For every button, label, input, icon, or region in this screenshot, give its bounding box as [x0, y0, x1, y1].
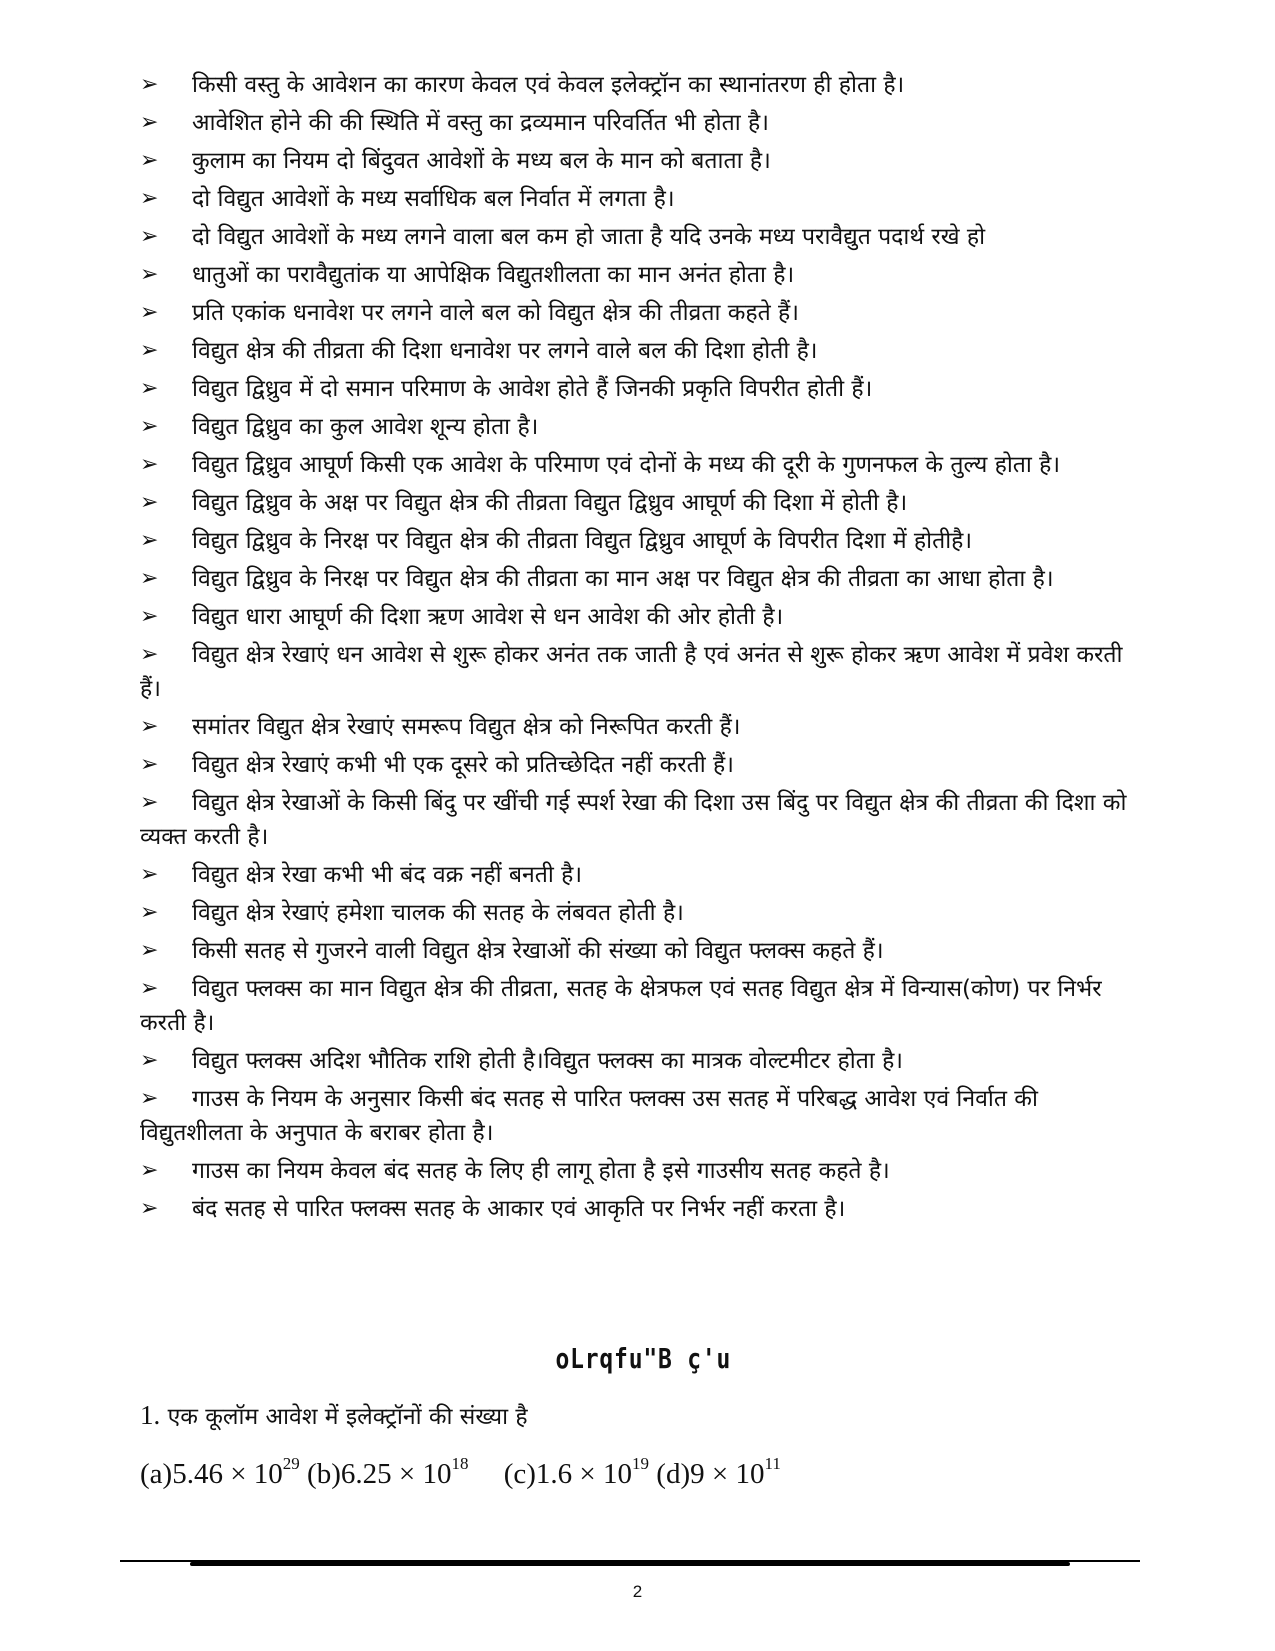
arrowhead-bullet-icon: ➢	[140, 300, 159, 325]
option-label: (b)	[307, 1458, 341, 1490]
arrowhead-bullet-icon: ➢	[140, 414, 159, 439]
arrowhead-bullet-icon: ➢	[140, 490, 159, 515]
question-number: 1.	[140, 1400, 161, 1430]
list-item: ➢ गाउस के नियम के अनुसार किसी बंद सतह से पारित फ्लक्स उस सतह में परिबद्ध आवेश एवं निर्वात की विद्युतशीलता के अनुपात के बराबर होता है।	[140, 1082, 1140, 1150]
arrowhead-bullet-icon: ➢	[140, 714, 159, 739]
list-item: ➢ विद्युत द्विध्रुव में दो समान परिमाण के आवेश होते हैं जिनकी प्रकृति विपरीत होती हैं।	[140, 372, 1140, 406]
arrowhead-bullet-icon: ➢	[140, 566, 159, 591]
footer-rule-thick	[190, 1562, 1070, 1566]
arrowhead-bullet-icon: ➢	[140, 224, 159, 249]
list-item: ➢ प्रति एकांक धनावेश पर लगने वाले बल को विद्युत क्षेत्र की तीव्रता कहते हैं।	[140, 296, 1140, 330]
list-item: ➢ गाउस का नियम केवल बंद सतह के लिए ही लागू होता है इसे गाउसीय सतह कहते है।	[140, 1154, 1140, 1188]
option-value: 9 × 10	[690, 1458, 765, 1490]
list-item: ➢ विद्युत क्षेत्र की तीव्रता की दिशा धनावेश पर लगने वाले बल की दिशा होती है।	[140, 334, 1140, 368]
arrowhead-bullet-icon: ➢	[140, 186, 159, 211]
list-item: ➢ समांतर विद्युत क्षेत्र रेखाएं समरूप विद्युत क्षेत्र को निरूपित करती हैं।	[140, 710, 1140, 744]
list-item: ➢ आवेशित होने की की स्थिति में वस्तु का द्रव्यमान परिवर्तित भी होता है।	[140, 106, 1140, 140]
option-label: (a)	[140, 1458, 173, 1490]
list-item: ➢ विद्युत धारा आघूर्ण की दिशा ऋण आवेश से धन आवेश की ओर होती है।	[140, 600, 1140, 634]
list-item: ➢ धातुओं का परावैद्युतांक या आपेक्षिक विद्युतशीलता का मान अनंत होता है।	[140, 258, 1140, 292]
list-item: ➢ विद्युत फ्लक्स अदिश भौतिक राशि होती है।विद्युत फ्लक्स का मात्रक वोल्टमीटर होता है।	[140, 1044, 1140, 1078]
list-item: ➢ विद्युत क्षेत्र रेखाओं के किसी बिंदु पर खींची गई स्पर्श रेखा की दिशा उस बिंदु पर विद्युत क्षेत्र की तीव्रता की दिशा को व्यक्त करती है।	[140, 786, 1140, 854]
option-value: 5.46 × 10	[172, 1458, 283, 1490]
question-1	[140, 1398, 528, 1434]
list-item: ➢ विद्युत क्षेत्र रेखाएं धन आवेश से शुरू होकर अनंत तक जाती है एवं अनंत से शुरू होकर ऋण आवेश में प्रवेश करती हैं।	[140, 638, 1140, 706]
list-item: ➢ किसी सतह से गुजरने वाली विद्युत क्षेत्र रेखाओं की संख्या को विद्युत फ्लक्स कहते हैं।	[140, 934, 1140, 968]
list-item: ➢ बंद सतह से पारित फ्लक्स सतह के आकार एवं आकृति पर निर्भर नहीं करता है।	[140, 1192, 1140, 1226]
arrowhead-bullet-icon: ➢	[140, 528, 159, 553]
list-item: ➢ विद्युत द्विध्रुव के अक्ष पर विद्युत क्षेत्र की तीव्रता विद्युत द्विध्रुव आघूर्ण की दिशा में होती है।	[140, 486, 1140, 520]
section-heading: oLrqfu"B ç'u	[555, 1342, 732, 1375]
arrowhead-bullet-icon: ➢	[140, 338, 159, 363]
option-label: (d)	[656, 1458, 691, 1490]
option-exponent: 18	[451, 1454, 469, 1473]
arrowhead-bullet-icon: ➢	[140, 1158, 159, 1183]
arrowhead-bullet-icon: ➢	[140, 262, 159, 287]
arrowhead-bullet-icon: ➢	[140, 148, 159, 173]
arrowhead-bullet-icon: ➢	[140, 452, 159, 477]
list-item: ➢ विद्युत द्विध्रुव के निरक्ष पर विद्युत क्षेत्र की तीव्रता विद्युत द्विध्रुव आघूर्ण के विपरीत दिशा में होतीहै।	[140, 524, 1140, 558]
arrowhead-bullet-icon: ➢	[140, 376, 159, 401]
arrowhead-bullet-icon: ➢	[140, 72, 159, 97]
option-exponent: 29	[282, 1454, 300, 1473]
option-label: (c)	[503, 1458, 536, 1490]
arrowhead-bullet-icon: ➢	[140, 604, 159, 629]
bullet-list	[140, 68, 1140, 1230]
option-exponent: 19	[632, 1454, 650, 1473]
list-item: ➢ विद्युत फ्लक्स का मान विद्युत क्षेत्र की तीव्रता, सतह के क्षेत्रफल एवं सतह विद्युत क्षेत्र में विन्यास(कोण) पर निर्भर करती है।	[140, 972, 1140, 1040]
arrowhead-bullet-icon: ➢	[140, 642, 159, 667]
arrowhead-bullet-icon: ➢	[140, 1196, 159, 1221]
arrowhead-bullet-icon: ➢	[140, 976, 159, 1001]
page-number: 2	[632, 1582, 643, 1601]
list-item: ➢ दो विद्युत आवेशों के मध्य लगने वाला बल कम हो जाता है यदि उनके मध्य परावैद्युत पदार्थ रखे हो	[140, 220, 1140, 254]
list-item: ➢ कुलाम का नियम दो बिंदुवत आवेशों के मध्य बल के मान को बताता है।	[140, 144, 1140, 178]
arrowhead-bullet-icon: ➢	[140, 862, 159, 887]
list-item: ➢ विद्युत द्विध्रुव आघूर्ण किसी एक आवेश के परिमाण एवं दोनों के मध्य की दूरी के गुणनफल के तुल्य होता है।	[140, 448, 1140, 482]
option-exponent: 11	[764, 1454, 781, 1473]
list-item: ➢ विद्युत द्विध्रुव का कुल आवेश शून्य होता है।	[140, 410, 1140, 444]
question-text: एक कूलॉम आवेश में इलेक्ट्रॉनों की संख्या है	[167, 1404, 528, 1430]
arrowhead-bullet-icon: ➢	[140, 1048, 159, 1073]
option-b	[307, 1454, 469, 1490]
list-item: ➢ दो विद्युत आवेशों के मध्य सर्वाधिक बल निर्वात में लगता है।	[140, 182, 1140, 216]
arrowhead-bullet-icon: ➢	[140, 938, 159, 963]
option-c	[503, 1454, 650, 1490]
option-value: 1.6 × 10	[535, 1458, 633, 1490]
option-d	[656, 1454, 781, 1490]
arrowhead-bullet-icon: ➢	[140, 1086, 159, 1111]
arrowhead-bullet-icon: ➢	[140, 110, 159, 135]
arrowhead-bullet-icon: ➢	[140, 900, 159, 925]
option-a	[140, 1454, 300, 1490]
list-item: ➢ विद्युत द्विध्रुव के निरक्ष पर विद्युत क्षेत्र की तीव्रता का मान अक्ष पर विद्युत क्षेत्र की तीव्रता का आधा होता है।	[140, 562, 1140, 596]
arrowhead-bullet-icon: ➢	[140, 790, 159, 815]
arrowhead-bullet-icon: ➢	[140, 752, 159, 777]
list-item: ➢ किसी वस्तु के आवेशन का कारण केवल एवं केवल इलेक्ट्रॉन का स्थानांतरण ही होता है।	[140, 68, 1140, 102]
answer-options	[140, 1454, 781, 1494]
list-item: ➢ विद्युत क्षेत्र रेखाएं कभी भी एक दूसरे को प्रतिच्छेदित नहीं करती हैं।	[140, 748, 1140, 782]
list-item: ➢ विद्युत क्षेत्र रेखाएं हमेशा चालक की सतह के लंबवत होती है।	[140, 896, 1140, 930]
option-value: 6.25 × 10	[340, 1458, 452, 1490]
list-item: ➢ विद्युत क्षेत्र रेखा कभी भी बंद वक्र नहीं बनती है।	[140, 858, 1140, 892]
